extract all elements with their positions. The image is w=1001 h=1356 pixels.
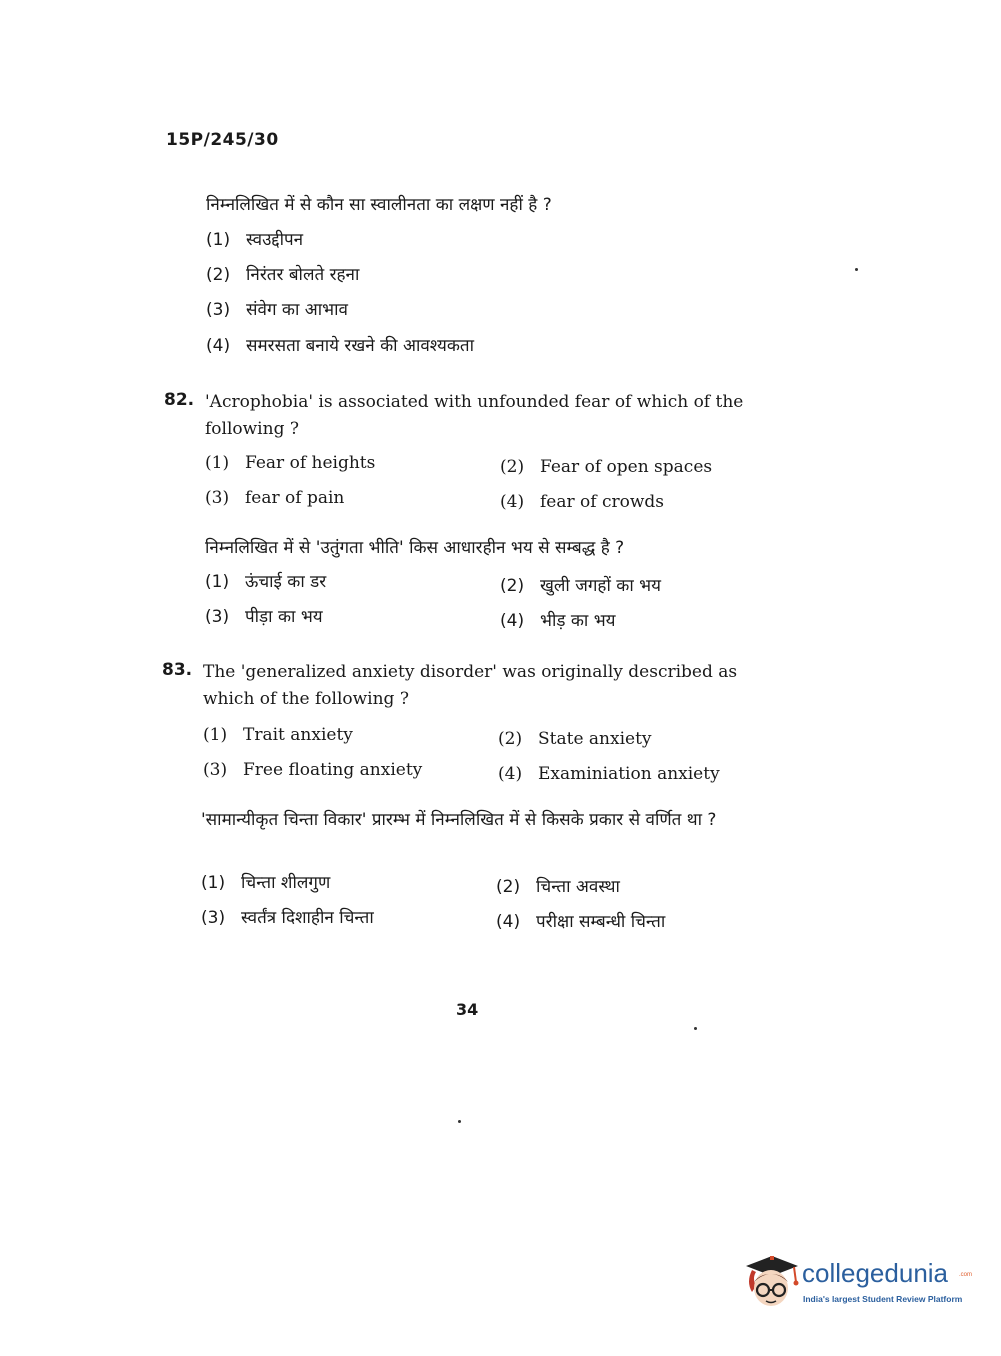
q83-hindi-option-1: (1) चिन्ता शीलगुण (201, 873, 331, 893)
q81-hindi-option-3: (3) संवेग का आभाव (206, 300, 348, 320)
logo-brand-text: collegedunia (802, 1258, 949, 1288)
q82-hindi-option-3: (3) पीड़ा का भय (205, 607, 323, 627)
q82-option-3: (3) fear of pain (205, 488, 345, 508)
q82-option-4: (4) fear of crowds (500, 492, 664, 512)
q82-option-2: (2) Fear of open spaces (500, 457, 713, 477)
q82-hindi-option-2: (2) खुली जगहों का भय (500, 576, 661, 596)
logo-domain-suffix: .com (959, 1272, 973, 1278)
q83-question: The 'generalized anxiety disorder' was originally described as which of the following ? (203, 662, 738, 709)
q83-hindi-option-2: (2) चिन्ता अवस्था (496, 877, 620, 897)
q83-option-4: (4) Examiniation anxiety (498, 764, 720, 784)
collegedunia-logo (742, 1252, 972, 1312)
paper-code: 15P/245/30 (166, 130, 279, 150)
q82-hindi-option-1: (1) ऊंचाई का डर (205, 572, 327, 592)
logo-tagline: India's largest Student Review Platform (803, 1294, 963, 1304)
q81-hindi-option-2: (2) निरंतर बोलते रहना (206, 265, 360, 285)
scan-speck (458, 1120, 461, 1123)
q82-number: 82. (164, 390, 195, 410)
q83-option-2: (2) State anxiety (498, 729, 652, 749)
q83-option-3: (3) Free floating anxiety (203, 760, 423, 780)
q81-hindi-option-1: (1) स्वउद्दीपन (206, 230, 304, 250)
q82-question: 'Acrophobia' is associated with unfounded fear of which of the following ? (205, 392, 744, 439)
graduate-mascot-icon (742, 1252, 800, 1312)
q81-hindi-option-4: (4) समरसता बनाये रखने की आवश्यकता (206, 336, 475, 356)
scan-speck (694, 1027, 697, 1030)
q83-number: 83. (162, 660, 193, 680)
q81-hindi-question: निम्नलिखित में से कौन सा स्वालीनता का लक्षण नहीं है ? (206, 195, 552, 215)
q83-hindi-question: 'सामान्यीकृत चिन्ता विकार' प्रारम्भ में निम्नलिखित में से किसके प्रकार से वर्णित था ? (201, 810, 717, 830)
q83-option-1: (1) Trait anxiety (203, 725, 353, 745)
q83-hindi-option-3: (3) स्वर्तंत्र दिशाहीन चिन्ता (201, 908, 374, 928)
page-number: 34 (456, 1000, 479, 1019)
q82-option-1: (1) Fear of heights (205, 453, 376, 473)
scan-speck (855, 268, 858, 271)
q82-hindi-option-4: (4) भीड़ का भय (500, 611, 616, 631)
q82-hindi-question: निम्नलिखित में से 'उतुंगता भीति' किस आधारहीन भय से सम्बद्ध है ? (205, 538, 625, 558)
q83-hindi-option-4: (4) परीक्षा सम्बन्धी चिन्ता (496, 912, 666, 932)
